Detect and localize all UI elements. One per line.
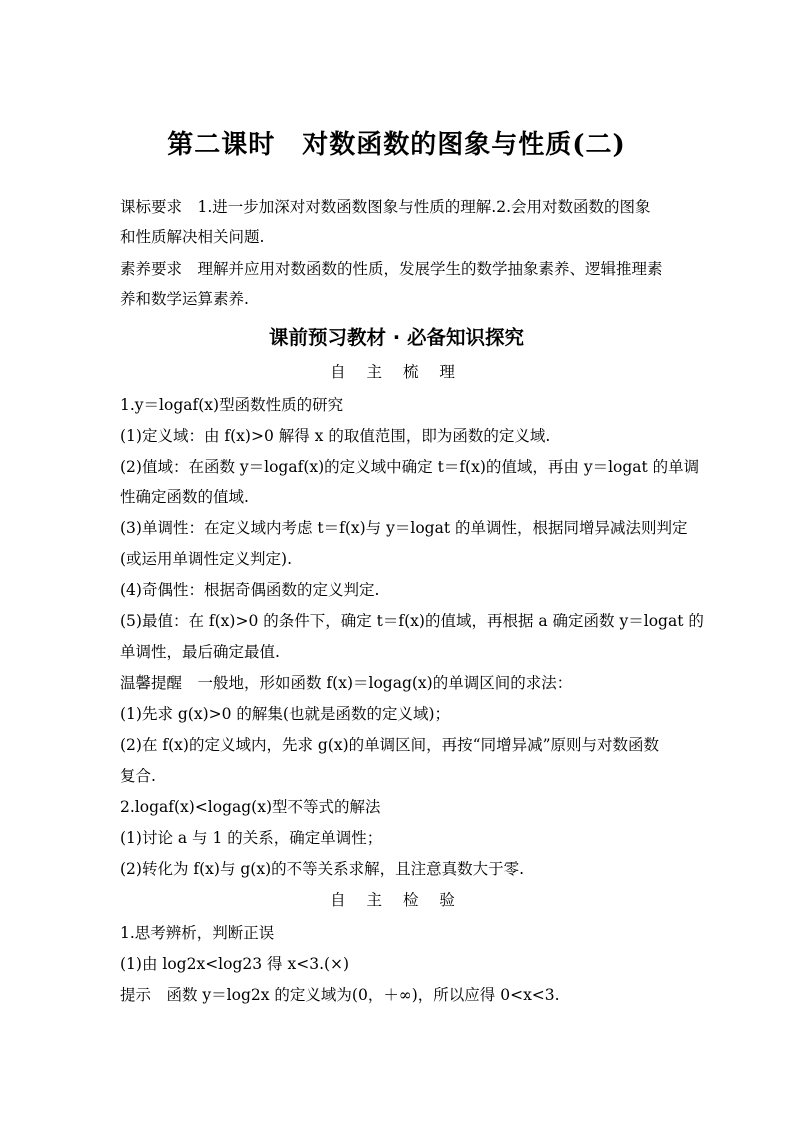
content-line: (5)最值：在 f(x)>0 的条件下，确定 t＝f(x)的值域，再根据 a 确定函数 y＝logat 的: [120, 612, 704, 630]
check-line: (1)由 log2x<log23 得 x<3.(×): [120, 955, 350, 973]
standard-requirement-line: 和性质解决相关问题.: [120, 228, 265, 246]
check-line: 1.思考辨析，判断正误: [120, 924, 275, 942]
content-line: 性确定函数的值域.: [120, 488, 249, 506]
content-line: (4)奇偶性：根据奇偶函数的定义判定.: [120, 581, 380, 599]
literacy-requirement-line: 素养要求 理解并应用对数函数的性质，发展学生的数学抽象素养、逻辑推理素: [120, 260, 663, 278]
check-line: 提示 函数 y＝log2x 的定义域为(0，＋∞)，所以应得 0<x<3.: [120, 986, 560, 1004]
literacy-requirement: [120, 254, 676, 314]
content-line: (1)定义域：由 f(x)>0 解得 x 的取值范围，即为函数的定义域.: [120, 427, 551, 445]
content-line: 2.logaf(x)<logag(x)型不等式的解法: [120, 798, 381, 816]
literacy-requirement-line: 养和数学运算素养.: [120, 290, 249, 308]
standard-requirement: [120, 192, 676, 252]
content-line: 1.y＝logaf(x)型函数性质的研究: [120, 396, 344, 414]
sub-heading-review: 自 主 梳 理: [330, 363, 463, 381]
standard-requirement-line: 课标要求 1.进一步加深对对数函数图象与性质的理解.2.会用对数函数的图象: [120, 198, 651, 216]
content-line: (2)转化为 f(x)与 g(x)的不等关系求解，且注意真数大于零.: [120, 860, 525, 878]
content-line: (3)单调性：在定义域内考虑 t＝f(x)与 y＝logat 的单调性，根据同增异减法则判定: [120, 519, 688, 537]
page-title: 第二课时 对数函数的图象与性质(二): [167, 130, 626, 160]
section-heading: 课前预习教材 · 必备知识探究: [269, 326, 524, 349]
content-line: (1)先求 g(x)>0 的解集(也就是函数的定义域)；: [120, 705, 451, 723]
content-line: (或运用单调性定义判定).: [120, 550, 293, 568]
content-line: (2)值域：在函数 y＝logaf(x)的定义域中确定 t＝f(x)的值域，再由 y＝logat 的单调: [120, 458, 700, 476]
content-line: 温馨提醒 一般地，形如函数 f(x)＝logag(x)的单调区间的求法：: [120, 674, 573, 692]
content-line: 单调性，最后确定最值.: [120, 643, 280, 661]
content-line: 复合.: [120, 767, 156, 785]
content-line: (1)讨论 a 与 1 的关系，确定单调性；: [120, 829, 383, 847]
content-line: (2)在 f(x)的定义域内，先求 g(x)的单调区间，再按“同增异减”原则与对数函数: [120, 736, 659, 754]
sub-heading-check: 自 主 检 验: [330, 891, 463, 909]
